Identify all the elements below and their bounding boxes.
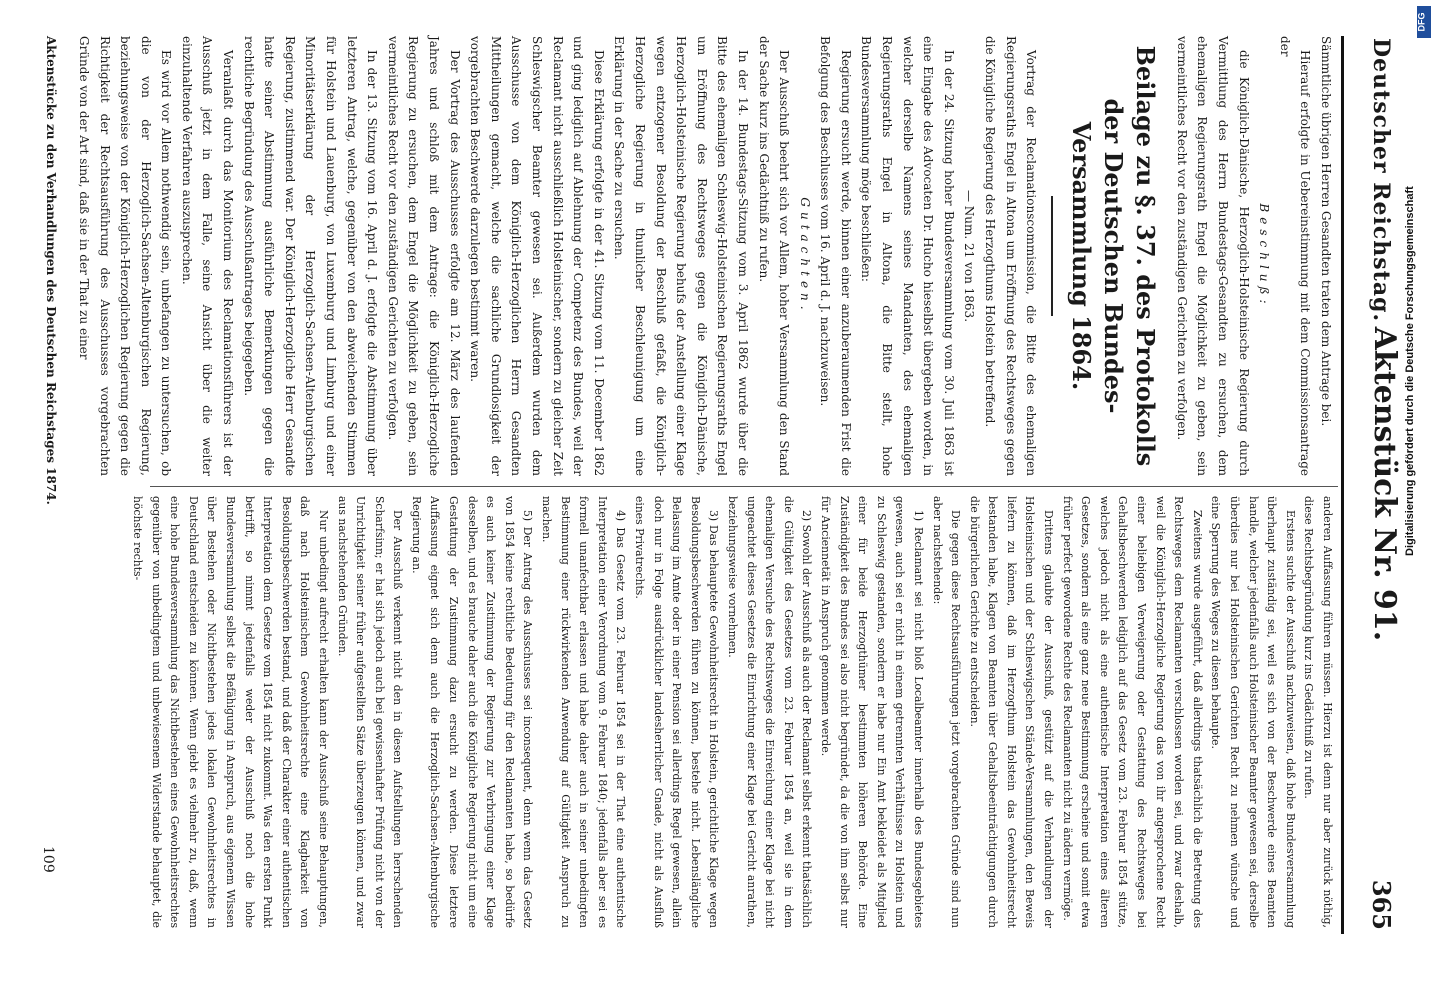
paragraph: Hierauf erfolgte in Uebereinstimmung mit dem Commissionsantrage der	[1277, 36, 1313, 476]
paragraph: Veranlaßt durch das Monitorium des Reclamationsführers ist der Ausschuß jetzt in dem Falle, seine Ansicht über die weiter einzuhaltende Verfahren auszusprechen.	[179, 36, 236, 476]
paragraph: Diese Erklärung erfolgte in der 41. Sitzung vom 11. December 1862 und ging lediglich auf Ablehnung der Competenz des Bundes, weil der Reclamant nicht ausschließlich Holsteinischer, sondern zu gleicher Zeit Schleswigscher Beamter gewesen sei. Außerdem wurden dem Ausschusse von dem Königlich-Herzoglichen Herrn Gesandten Mittheilungen gemacht, welche die sachliche Grundlosigkeit der vorgebrachten Beschwerde darzulegen bestimmt waren.	[468, 36, 606, 476]
left-column	[73, 36, 1336, 476]
paragraph: Der Ausschuß beehrt sich vor Allem, hoher Versammlung den Stand der Sache kurz ins Gedächtniß zu rufen.	[756, 36, 792, 476]
section-heading: Beschluß:	[1257, 203, 1272, 309]
paragraph: Drittens glaubte der Ausschuß, gestützt auf die Verhandlungen der Holsteinischen und der Schleswigschen Stände-Versammlungen, den Beweis liefern zu können, daß im Herzogthum Holstein das Gewohnheitsrecht bestanden habe, Klagen von Beamten über Gehaltsbeeinträchtigungen durch die bürgerlichen Gerichte zu entscheiden.	[967, 496, 1056, 928]
paragraph: Sämmtliche übrigen Herren Gesandten traten dem Antrage bei.	[1319, 36, 1333, 427]
paragraph: anderen Auffassung führen müssen. Hierzu ist denn nur aber zurück nöthig, diese Rechtsbegründung kurz ins Gedächtniß zu rufen.	[1302, 496, 1334, 928]
paragraph: Vortrag der Reclamationscommission, die Bitte des ehemaligen Regierungsraths Engel in Altona um Eröffnung des Rechtsweges gegen die Königliche Regierung des Herzogthums Holstein betreffend.	[983, 36, 1039, 476]
dfg-logo	[1417, 6, 1431, 38]
supplement-title: Beilage zu §. 37. des Protokolls der Deutschen Bundes-Versammlung 1864.	[1067, 45, 1161, 467]
dfg-sidebar	[1418, 0, 1432, 1000]
page-header	[1362, 38, 1402, 930]
paragraph: In der 14. Bundestags-Sitzung vom 3. April 1862 wurde über die Bitte des ehemaligen Schleswig-Holsteinischen Regierungsraths Engel um Eröffnung des Rechtsweges gegen die Königlich-Dänische, Herzoglich-Holsteinische Regierung behufs der Anstellung einer Klage wegen entzogener Besoldung der Beschluß gefaßt, die Königlich-Herzogliche Regierung in thunlicher Beschleunigung um eine Erklärung in der Sache zu ersuchen.	[612, 36, 750, 476]
right-column	[127, 496, 1336, 928]
paragraph: 2) Sowohl der Ausschuß als auch der Reclamant selbst erkennt thatsächlich die Gültigkeit des Gesetzes vom 23. Februar 1854 an, weil sie in dem ehemaligen Versuche des Rechtsweges die Einreichung einer Klage bei nicht ungeachtet dieses Gesetzes die Einrichtung einer Klage bei Gericht anrathen, beziehungsweise vornehmen.	[726, 496, 814, 928]
paragraph: 1) Reclamant sei nicht bloß Localbeamter innerhalb des Bundesgebietes gewesen, auch sei er nicht in einem getrennten Verhältnisse zu Holstein und zu Schleswig gestanden, sondern er habe nur Ein Amt bekleidet als Mitglied einer für beide Herzogthümer bestimmten höheren Behörde. Eine Zuständigkeit des Bundes sei also nicht begründet, da die von ihm selbst nur für Anciennetät in Anspruch genommen werde.	[818, 496, 925, 928]
paragraph: Es wird vor Allem nothwendig sein, unbefangen zu untersuchen, ob die von der Herzoglich-Sachsen-Altenburgischen Regierung, beziehungsweise von der Königlich-Herzoglichen Regierung gegen die Richtigkeit der Rechtsausführung des Ausschusses vorgebrachten Gründe von der Art sind, daß sie in der That zu einer	[76, 36, 174, 476]
paragraph: Nur unbedingt aufrecht erhalten kann der Ausschuß seine Behauptungen, daß nach Holsteinischem Gewohnheitsrechte eine Klagbarkeit von Besoldungsbeschwerden bestand, und daß der Charakter einer authentischen Interpretation dem Gesetze vom 1854 nicht zukommt. Was den ersten Punkt betrifft, so nimmt jedenfalls weder der Ausschuß noch die hohe Bundesversammlung selbst die Befähigung in Anspruch, aus eigenem Wissen über Bestehen oder Nichtbestehen jedes lokalen Gewohnheitsrechtes in Deutschland entscheiden zu können. Wenn giebt es vielmehr zu, daß, wenn eine hohe Bundesversammlung das Nichtbestehen eines Gewohnheitsrechtes gegenüber von unbedingtem und unbewiesenem Widerstande behauptet, die höchste rechts-	[131, 496, 330, 928]
paragraph: 3) Das behauptete Gewohnheitsrecht in Holstein, gerichtliche Klage wegen Besoldungsbeschwerden führen zu können, bestehe nicht. Lebenslängliche Belassung im Amte oder in einer Pension sei allerdings Regel gewesen, allein doch nur in Folge ausdrücklicher landesherrlicher Gnade, nicht als Ausfluß eines Privatrechts.	[633, 496, 721, 928]
paragraph: Der Ausschuß verkennt nicht den in diesen Aufstellungen herrschenden Scharfsinn; er hat sich jedoch auch bei gewissenhafter Prüfung nicht von der Unrichtigkeit seiner früher aufgestellten Sätze überzeugen können, und zwar aus nachstehenden Gründen.	[335, 496, 405, 928]
dfg-logo-text: DFG	[1416, 12, 1427, 32]
header-page-number: 365	[1367, 879, 1396, 930]
paragraph: Der Vortrag des Ausschusses erfolgte am 12. März des laufenden Jahres und schloß mit dem Antrage: die Königlich-Herzogliche Regierung zu ersuchen, dem Engel die Möglichkeit zu geben, sein vermeintliches Recht vor den zuständigen Gerichten zu verfolgen.	[385, 36, 462, 476]
footer-page-number: 109	[40, 846, 56, 873]
column-divider	[150, 486, 1338, 487]
paragraph: Zweitens wurde ausgeführt, daß allerdings thatsächlich die Betretung des Rechtsweges dem Reclamanten verschlossen worden sei, und zwar deshalb, weil die Königlich-Herzogliche Regierung das von ihr angesprochene Recht einer beliebigen Verweigerung oder Gestattung des Rechtsweges bei Gehaltsbeschwerden lediglich auf das Gesetz vom 23. Februar 1854 stütze, welches jedoch nicht als eine authentische Interpretation eines älteren Gesetzes, sondern als eine ganz neue Bestimmung erscheine und somit etwa früher perfect gewordene Rechte des Reclamanten nicht zu ändern vermöge.	[1060, 496, 1204, 928]
paragraph: Erstens suchte der Ausschuß nachzuweisen, daß hohe Bundesversammlung überhaupt zuständig sei, weil es sich von der Beschwerde eines Beamten handle, welcher jedenfalls auch Holsteinischer Beamter gewesen sei, derselbe überdies nur bei Holsteinischen Gerichten Recht zu nehmen wünsche und eine Sperrung des Weges zu diesen behaupte.	[1209, 496, 1297, 928]
dfg-credit: Digitalisierung gefördert durch die Deutsche Forschungsgemeinschaft	[1404, 186, 1416, 556]
paragraph: Die gegen diese Rechtsausführungen jetzt vorgebrachten Gründe sind nun aber nachstehende:	[930, 496, 963, 928]
divider	[1051, 196, 1053, 316]
paragraph: 5) Der Antrag des Ausschusses sei inconsequent, denn wenn das Gesetz von 1854 keine rechtliche Bedeutung für den Reclamanten habe, so bedürfe es auch keiner Zustimmung der Regierung zur Verbringung einer Klage desselben, und es brauche daher auch die Königliche Regierung nicht um eine Gestattung der Zustimmung dazu ersucht zu werden. Diese letztere Auffassung eignet sich denn auch die Herzoglich-Sachsen-Altenburgische Regierung an.	[409, 496, 535, 928]
header-title: Aktenstück Nr. 91.	[1367, 326, 1402, 642]
paragraph: — Num. 21 von 1863.	[962, 189, 977, 323]
paragraph: In der 24. Sitzung hoher Bundesversammlung vom 30. Juli 1863 ist eine Eingabe des Advocaten Dr. Hucho hieselbst übergeben worden, in welcher derselbe Namens seines Mandanten, des ehemaligen Regierungsraths Engel in Altona, die Bitte stellt, hohe Bundesversammlung möge beschließen:	[859, 36, 956, 476]
header-left: Deutscher Reichstag.	[1368, 38, 1394, 323]
header-rule	[1341, 36, 1344, 934]
section-heading: Gutachten.	[797, 197, 812, 315]
paragraph: 4) Das Gesetz vom 23. Februar 1854 sei in der That eine authentische Interpretation einer Verordnung vom 9. Februar 1840; jedenfalls aber sei es formell unanfechtbar erlassen und habe daher auch in seiner unbedingten Bestimmung einer rückwirkenden Anwendung auf Gültigkeit Anspruch zu machen.	[540, 496, 628, 928]
paragraph: In der 13. Sitzung vom 16. April d. J. erfolgte die Abstimmung über letzteren Antrag, welche, gegenüber von den abweichenden Stimmen für Holstein und Lauenburg, von Luxemburg und Limburg und einer Minoritätserklärung der Herzoglich-Sachsen-Altenburgischen Regierung, zustimmend war. Der Königlich-Herzogliche Herr Gesandte hatte seiner Abstimmung ausführliche Bemerkungen gegen die rechtliche Begründung des Ausschußantrages beigegeben.	[241, 36, 380, 476]
paragraph: die Königlich-Dänische, Herzoglich-Holsteinische Regierung durch Vermittlung des Herrn Bundestags-Gesandten zu ersuchen, dem ehemaligen Regierungsrath Engel die Möglichkeit zu geben, sein vermeintliches Recht vor den zuständigen Gerichten zu verfolgen.	[1174, 36, 1251, 476]
paragraph: Regierung ersucht werde, binnen einer anzuberaumenden Frist die Befolgung des Beschlusses vom 16. April d. J. nachzuweisen.	[818, 36, 853, 476]
page-footer: Aktenstücke zu den Verhandlungen des Deutschen Reichstages 1874.	[44, 36, 58, 505]
